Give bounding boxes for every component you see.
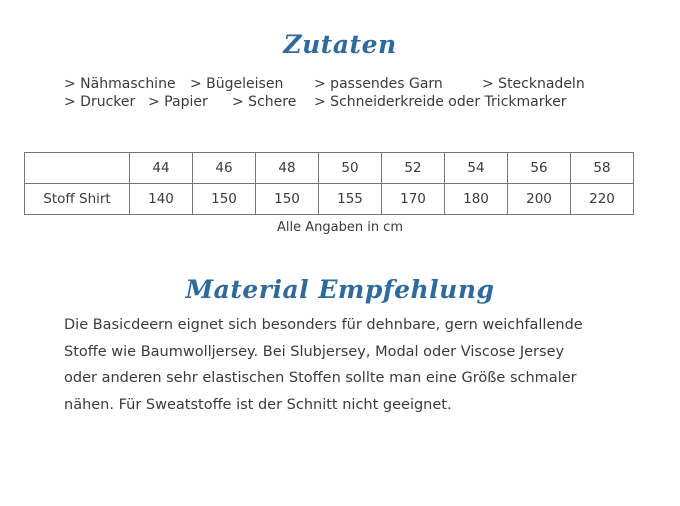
table-cell: 52 [382, 153, 445, 184]
table-cell: 140 [130, 184, 193, 215]
table-cell: 155 [319, 184, 382, 215]
paragraph-line: Die Basicdeern eignet sich besonders für dehnbare, gern weichfallende [64, 317, 583, 333]
table-cell: 150 [193, 184, 256, 215]
paragraph-line: nähen. Für Sweatstoffe ist der Schnitt nicht geeignet. [64, 396, 452, 413]
section-title-material: Material Empfehlung [185, 275, 495, 304]
units-note: Alle Angaben in cm [276, 220, 403, 235]
table-cell: 220 [571, 184, 634, 215]
table-cell: 54 [445, 153, 508, 184]
paragraph-line: Stoffe wie Baumwolljersey. Bei Slubjersey, Modal oder Viscose Jersey [64, 343, 565, 360]
ingredients-row-1 [0, 76, 680, 94]
material-paragraph [64, 312, 644, 418]
table-cell: 200 [508, 184, 571, 215]
ingredient-item: > Bügeleisen [190, 76, 284, 92]
table-cell: 58 [571, 153, 634, 184]
ingredient-item: > passendes Garn [314, 76, 443, 92]
ingredient-item: > Papier [148, 94, 208, 110]
table-cell: 44 [130, 153, 193, 184]
ingredient-item: > Schere [232, 94, 297, 110]
table-cell: 46 [193, 153, 256, 184]
size-table-row [25, 184, 634, 215]
table-cell: 48 [256, 153, 319, 184]
paragraph-line: oder anderen sehr elastischen Stoffen sollte man eine Größe schmaler [64, 370, 577, 386]
table-cell [25, 153, 130, 184]
ingredient-item: > Drucker [64, 94, 136, 110]
section-title-zutaten: Zutaten [283, 30, 397, 59]
ingredients-row-2 [0, 94, 680, 112]
table-cell: 180 [445, 184, 508, 215]
table-cell: Stoff Shirt [25, 184, 130, 215]
table-cell: 150 [256, 184, 319, 215]
ingredient-item: > Stecknadeln [482, 76, 585, 92]
table-cell: 56 [508, 153, 571, 184]
size-table-header-row [25, 153, 634, 184]
ingredient-item: > Nähmaschine [64, 76, 176, 92]
table-cell: 50 [319, 153, 382, 184]
size-table [24, 152, 634, 215]
table-cell: 170 [382, 184, 445, 215]
ingredient-item: > Schneiderkreide oder Trickmarker [314, 94, 567, 110]
